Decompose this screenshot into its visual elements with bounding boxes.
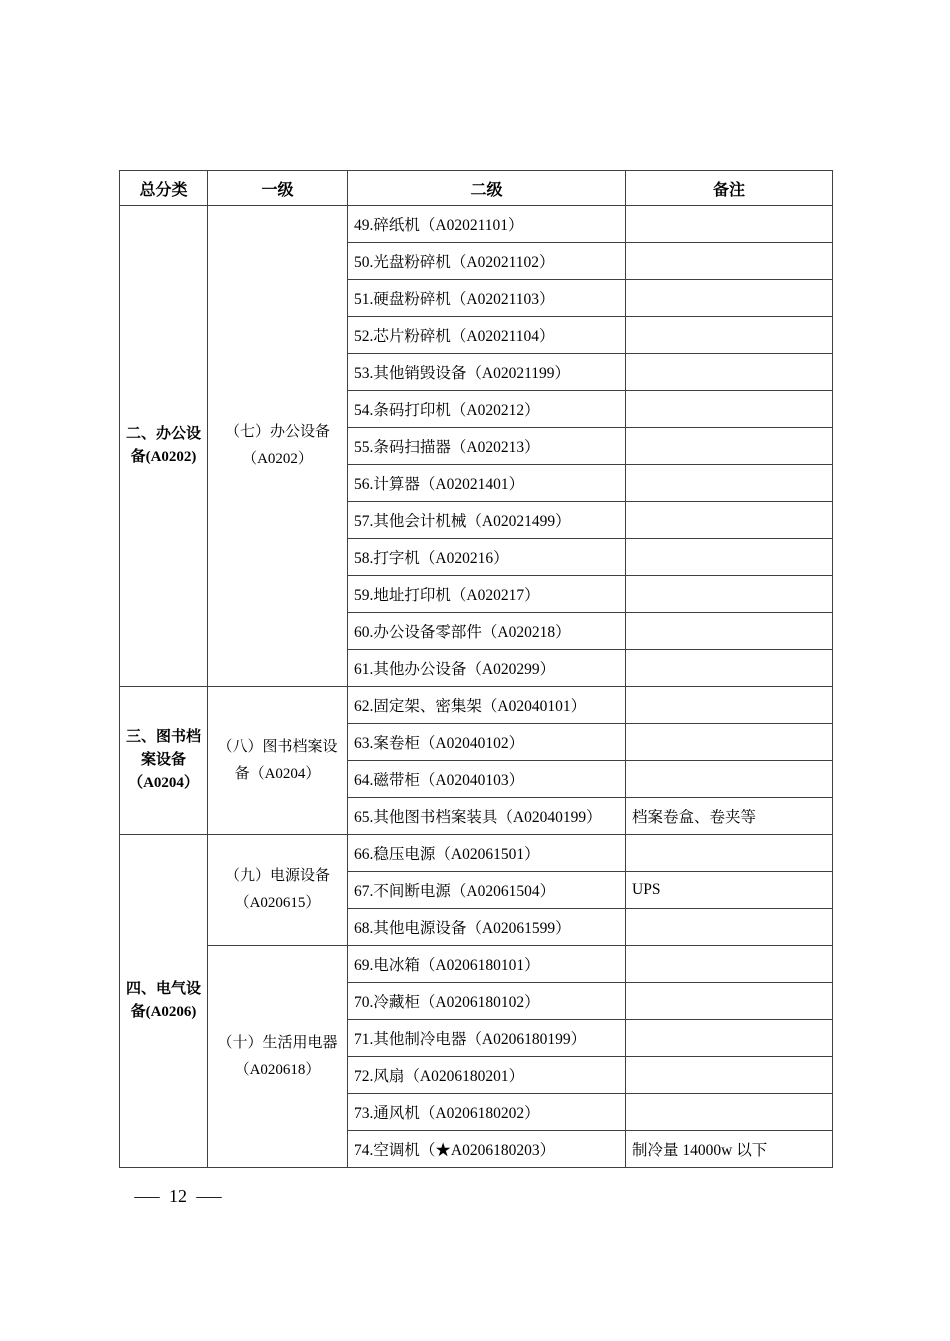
- level2-cell: 73.通风机（A0206180202）: [348, 1094, 626, 1131]
- level2-cell: 50.光盘粉碎机（A02021102）: [348, 243, 626, 280]
- remark-cell: [626, 835, 833, 872]
- remark-cell: [626, 909, 833, 946]
- table-row: [120, 946, 833, 983]
- table-header-row: [120, 171, 833, 206]
- remark-cell: [626, 317, 833, 354]
- remark-cell: [626, 650, 833, 687]
- remark-cell: [626, 280, 833, 317]
- remark-cell: UPS: [626, 872, 833, 909]
- level2-cell: 58.打字机（A020216）: [348, 539, 626, 576]
- remark-cell: [626, 983, 833, 1020]
- remark-cell: [626, 613, 833, 650]
- table-row: [120, 206, 833, 243]
- remark-cell: [626, 243, 833, 280]
- remark-cell: [626, 391, 833, 428]
- remark-cell: [626, 1094, 833, 1131]
- page-number: 12: [169, 1186, 187, 1206]
- level1-cell: （九）电源设备（A020615）: [208, 835, 348, 946]
- level2-cell: 62.固定架、密集架（A02040101）: [348, 687, 626, 724]
- remark-cell: [626, 354, 833, 391]
- page-footer: [134, 1186, 222, 1207]
- level2-cell: 71.其他制冷电器（A0206180199）: [348, 1020, 626, 1057]
- level1-cell: （七）办公设备（A0202）: [208, 206, 348, 687]
- table-row: [120, 835, 833, 872]
- level2-cell: 55.条码扫描器（A020213）: [348, 428, 626, 465]
- remark-cell: [626, 502, 833, 539]
- level2-cell: 74.空调机（★A0206180203）: [348, 1131, 626, 1168]
- category-cell: 三、图书档案设备（A0204）: [120, 687, 208, 835]
- header-general-category: 总分类: [120, 171, 208, 206]
- level2-cell: 59.地址打印机（A020217）: [348, 576, 626, 613]
- category-cell: 二、办公设备(A0202): [120, 206, 208, 687]
- level1-cell: （八）图书档案设备（A0204）: [208, 687, 348, 835]
- level1-cell: （十）生活用电器（A020618）: [208, 946, 348, 1168]
- level2-cell: 68.其他电源设备（A02061599）: [348, 909, 626, 946]
- level2-cell: 64.磁带柜（A02040103）: [348, 761, 626, 798]
- footer-left-dash: —: [134, 1186, 160, 1206]
- remark-cell: 档案卷盒、卷夹等: [626, 798, 833, 835]
- header-level-2: 二级: [348, 171, 626, 206]
- remark-cell: [626, 1020, 833, 1057]
- level2-cell: 66.稳压电源（A02061501）: [348, 835, 626, 872]
- remark-cell: [626, 428, 833, 465]
- remark-cell: [626, 687, 833, 724]
- remark-cell: [626, 1057, 833, 1094]
- header-level-1: 一级: [208, 171, 348, 206]
- classification-table: [119, 170, 833, 1168]
- table-row: [120, 687, 833, 724]
- level2-cell: 72.风扇（A0206180201）: [348, 1057, 626, 1094]
- level2-cell: 69.电冰箱（A0206180101）: [348, 946, 626, 983]
- header-remarks: 备注: [626, 171, 833, 206]
- level2-cell: 52.芯片粉碎机（A02021104）: [348, 317, 626, 354]
- category-cell: 四、电气设备(A0206): [120, 835, 208, 1168]
- remark-cell: 制冷量 14000w 以下: [626, 1131, 833, 1168]
- remark-cell: [626, 539, 833, 576]
- remark-cell: [626, 465, 833, 502]
- remark-cell: [626, 946, 833, 983]
- level2-cell: 65.其他图书档案装具（A02040199）: [348, 798, 626, 835]
- level2-cell: 67.不间断电源（A02061504）: [348, 872, 626, 909]
- level2-cell: 53.其他销毁设备（A02021199）: [348, 354, 626, 391]
- level2-cell: 51.硬盘粉碎机（A02021103）: [348, 280, 626, 317]
- remark-cell: [626, 724, 833, 761]
- level2-cell: 57.其他会计机械（A02021499）: [348, 502, 626, 539]
- level2-cell: 49.碎纸机（A02021101）: [348, 206, 626, 243]
- remark-cell: [626, 576, 833, 613]
- remark-cell: [626, 206, 833, 243]
- remark-cell: [626, 761, 833, 798]
- level2-cell: 56.计算器（A02021401）: [348, 465, 626, 502]
- level2-cell: 70.冷藏柜（A0206180102）: [348, 983, 626, 1020]
- footer-right-dash: —: [196, 1186, 222, 1206]
- level2-cell: 63.案卷柜（A02040102）: [348, 724, 626, 761]
- level2-cell: 60.办公设备零部件（A020218）: [348, 613, 626, 650]
- table-body: [120, 206, 833, 1168]
- level2-cell: 61.其他办公设备（A020299）: [348, 650, 626, 687]
- level2-cell: 54.条码打印机（A020212）: [348, 391, 626, 428]
